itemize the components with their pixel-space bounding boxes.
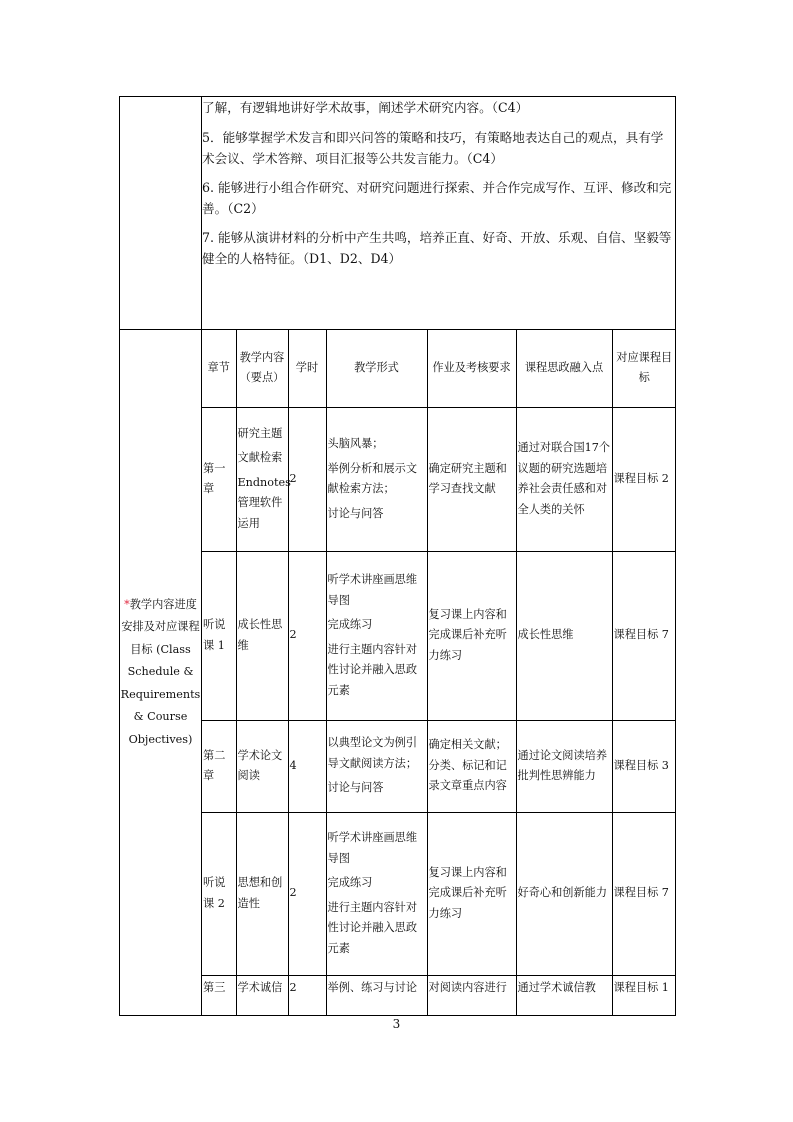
form-line: 听学术讲座画思维导图 — [327, 831, 418, 865]
target-cell: 课程目标 3 — [612, 720, 676, 812]
chapter-cell: 听说课 1 — [202, 551, 236, 720]
table-row — [202, 720, 676, 812]
content-cell — [236, 551, 288, 720]
form-line: 头脑风暴； — [327, 437, 384, 450]
content-cell — [236, 812, 288, 975]
content-cell — [236, 720, 288, 812]
objective-item: 7. 能够从演讲材料的分析中产生共鸣，培养正直、好奇、开放、乐观、自信、坚毅等健全的人格特征。（D1、D2、D4） — [202, 230, 672, 266]
page-number: 3 — [392, 1017, 401, 1031]
assignment-cell: 确定研究主题和学习查找文献 — [427, 407, 516, 551]
header-ideology: 课程思政融入点 — [516, 330, 612, 407]
table-row — [202, 975, 676, 1015]
ideology-cell: 成长性思维 — [516, 551, 612, 720]
schedule-label-text: 教学内容进度安排及对应课程目标 (Class Schedule & Requirements & Course Objectives) — [120, 597, 201, 746]
form-cell — [326, 551, 427, 720]
form-line: 举例分析和展示文献检索方法； — [327, 461, 418, 495]
content-line: 学术论文阅读 — [237, 748, 283, 782]
form-cell — [326, 720, 427, 812]
schedule-header-row — [202, 330, 676, 407]
table-row — [202, 407, 676, 551]
objective-item: 了解，有逻辑地讲好学术故事，阐述学术研究内容。（C4） — [202, 100, 529, 115]
hours-cell: 2 — [288, 975, 326, 1015]
header-target: 对应课程目标 — [612, 330, 676, 407]
objective-item: 6. 能够进行小组合作研究、对研究问题进行探索、并合作完成写作、互评、修改和完善。（C2） — [202, 180, 672, 216]
content-line: 成长性思维 — [237, 618, 283, 652]
chapter-cell: 第一章 — [202, 407, 236, 551]
assignment-cell: 对阅读内容进行 — [427, 975, 516, 1015]
form-cell — [326, 407, 427, 551]
content-cell — [236, 975, 288, 1015]
form-line: 完成练习 — [327, 618, 373, 631]
table-row — [202, 812, 676, 975]
table-row — [202, 551, 676, 720]
hours-cell: 4 — [288, 720, 326, 812]
chapter-cell: 听说课 2 — [202, 812, 236, 975]
objectives-row — [120, 97, 676, 330]
ideology-cell: 通过学术诚信教 — [516, 975, 612, 1015]
header-assignment: 作业及考核要求 — [427, 330, 516, 407]
chapter-cell: 第三 — [202, 975, 236, 1015]
target-cell: 课程目标 7 — [612, 551, 676, 720]
form-line: 举例、练习与讨论 — [327, 980, 418, 994]
form-line: 以典型论文为例引导文献阅读方法； — [327, 736, 418, 770]
header-hours: 学时 — [288, 330, 326, 407]
schedule-label — [120, 330, 202, 1016]
form-line: 完成练习 — [327, 876, 373, 889]
hours-cell: 2 — [288, 551, 326, 720]
content-line: 思想和创造性 — [237, 876, 283, 910]
form-cell — [326, 812, 427, 975]
chapter-cell: 第二章 — [202, 720, 236, 812]
header-chapter: 章节 — [202, 330, 236, 407]
hours-cell: 2 — [288, 812, 326, 975]
form-line: 进行主题内容针对性讨论并融入思政元素 — [327, 900, 418, 955]
schedule-cell — [202, 330, 676, 1016]
form-cell — [326, 975, 427, 1015]
form-line: 进行主题内容针对性讨论并融入思政元素 — [327, 642, 418, 697]
required-star: * — [124, 597, 130, 611]
header-content: 教学内容（要点） — [236, 330, 288, 407]
header-form: 教学形式 — [326, 330, 427, 407]
form-line: 讨论与问答 — [327, 781, 384, 795]
assignment-cell: 确定相关文献；分类、标记和记录文章重点内容 — [427, 720, 516, 812]
form-line: 听学术讲座画思维导图 — [327, 573, 418, 607]
ideology-cell: 好奇心和创新能力 — [516, 812, 612, 975]
assignment-cell: 复习课上内容和完成课后补充听力练习 — [427, 551, 516, 720]
hours-cell: 2 — [288, 407, 326, 551]
content-line: 文献检索 — [237, 451, 283, 465]
ideology-cell: 通过对联合国17个议题的研究选题培养社会责任感和对全人类的关怀 — [516, 407, 612, 551]
form-line: 讨论与问答 — [327, 506, 384, 520]
target-cell: 课程目标 1 — [612, 975, 676, 1015]
ideology-cell: 通过论文阅读培养批判性思辨能力 — [516, 720, 612, 812]
objective-item: 5．能够掌握学术发言和即兴问答的策略和技巧，有策略地表达自己的观点，具有学术会议、学术答辩、项目汇报等公共发言能力。（C4） — [202, 130, 664, 166]
content-line: Endnotes管理软件运用 — [237, 475, 291, 530]
content-cell — [236, 407, 291, 551]
content-line: 研究主题 — [237, 426, 283, 440]
content-line: 学术诚信 — [237, 980, 283, 994]
syllabus-table — [119, 96, 676, 1016]
objectives-left-cell — [120, 97, 202, 330]
schedule-table — [202, 330, 676, 1015]
assignment-cell: 复习课上内容和完成课后补充听力练习 — [427, 812, 516, 975]
schedule-row — [120, 330, 676, 1016]
target-cell: 课程目标 7 — [612, 812, 676, 975]
target-cell: 课程目标 2 — [612, 407, 676, 551]
objectives-cell — [202, 97, 676, 330]
